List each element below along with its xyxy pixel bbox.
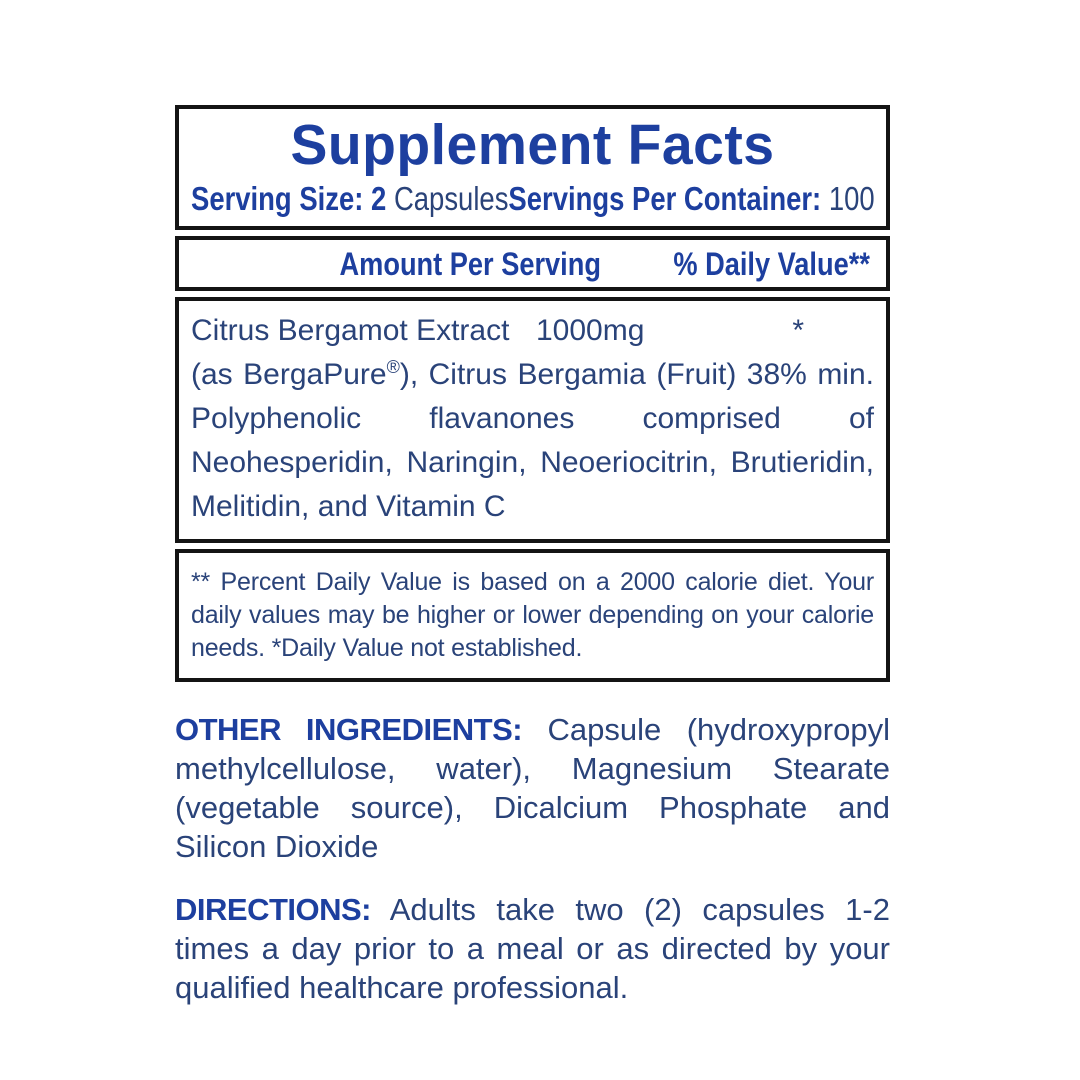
ingredient-detail-pre: (as BergaPure: [191, 358, 387, 391]
serving-size-label: Serving Size: 2: [191, 180, 387, 217]
daily-value-footnote: ** Percent Daily Value is based on a 2000 calorie diet. Your daily values may be higher or lower depending on your calorie needs. *Daily Value not established.: [191, 568, 874, 662]
supplement-facts-title: Supplement Facts: [290, 113, 775, 177]
ingredient-amount: 1000mg: [536, 314, 645, 347]
column-header-line: [195, 246, 870, 282]
daily-value-header: % Daily Value**: [673, 246, 870, 282]
ingredient-detail: [191, 353, 874, 529]
servings-per-container-group: [508, 180, 874, 218]
directions-label: DIRECTIONS:: [175, 892, 371, 927]
other-ingredients-text: Capsule (hydroxypropyl methylcellulose, water), Magnesium Stearate (vegetable source), Dicalcium Phosphate and Silicon Dioxide: [175, 712, 890, 864]
supplement-label: [175, 105, 890, 1007]
other-ingredients-paragraph: [175, 710, 890, 866]
ingredient-name: Citrus Bergamot Extract: [191, 314, 510, 347]
footnote-box: [175, 549, 890, 682]
serving-size-line: [191, 180, 874, 218]
serving-size-unit: Capsules: [393, 180, 509, 217]
column-header-box: [175, 236, 890, 291]
other-ingredients-label: OTHER INGREDIENTS:: [175, 712, 523, 747]
directions-text: Adults take two (2) capsules 1-2 times a day prior to a meal or as directed by your qualified healthcare professional.: [175, 892, 890, 1005]
ingredients-box: [175, 297, 890, 543]
serving-size-group: [191, 180, 508, 218]
registered-trademark-symbol: ®: [386, 357, 400, 377]
directions-paragraph: [175, 890, 890, 1007]
ingredient-row: [191, 309, 874, 353]
servings-per-container-label: Servings Per Container:: [508, 180, 822, 217]
servings-per-container-value: 100: [828, 180, 875, 217]
amount-per-serving-header: Amount Per Serving: [339, 246, 601, 282]
ingredient-daily-value: *: [792, 314, 804, 347]
ingredient-detail-post: ), Citrus Bergamia (Fruit) 38% min. Polyphenolic flavanones comprised of Neohesperidin, Naringin, Neoeriocitrin, Brutieridin, Melitidin, and Vitamin C: [191, 358, 874, 523]
title-serving-box: [175, 105, 890, 230]
